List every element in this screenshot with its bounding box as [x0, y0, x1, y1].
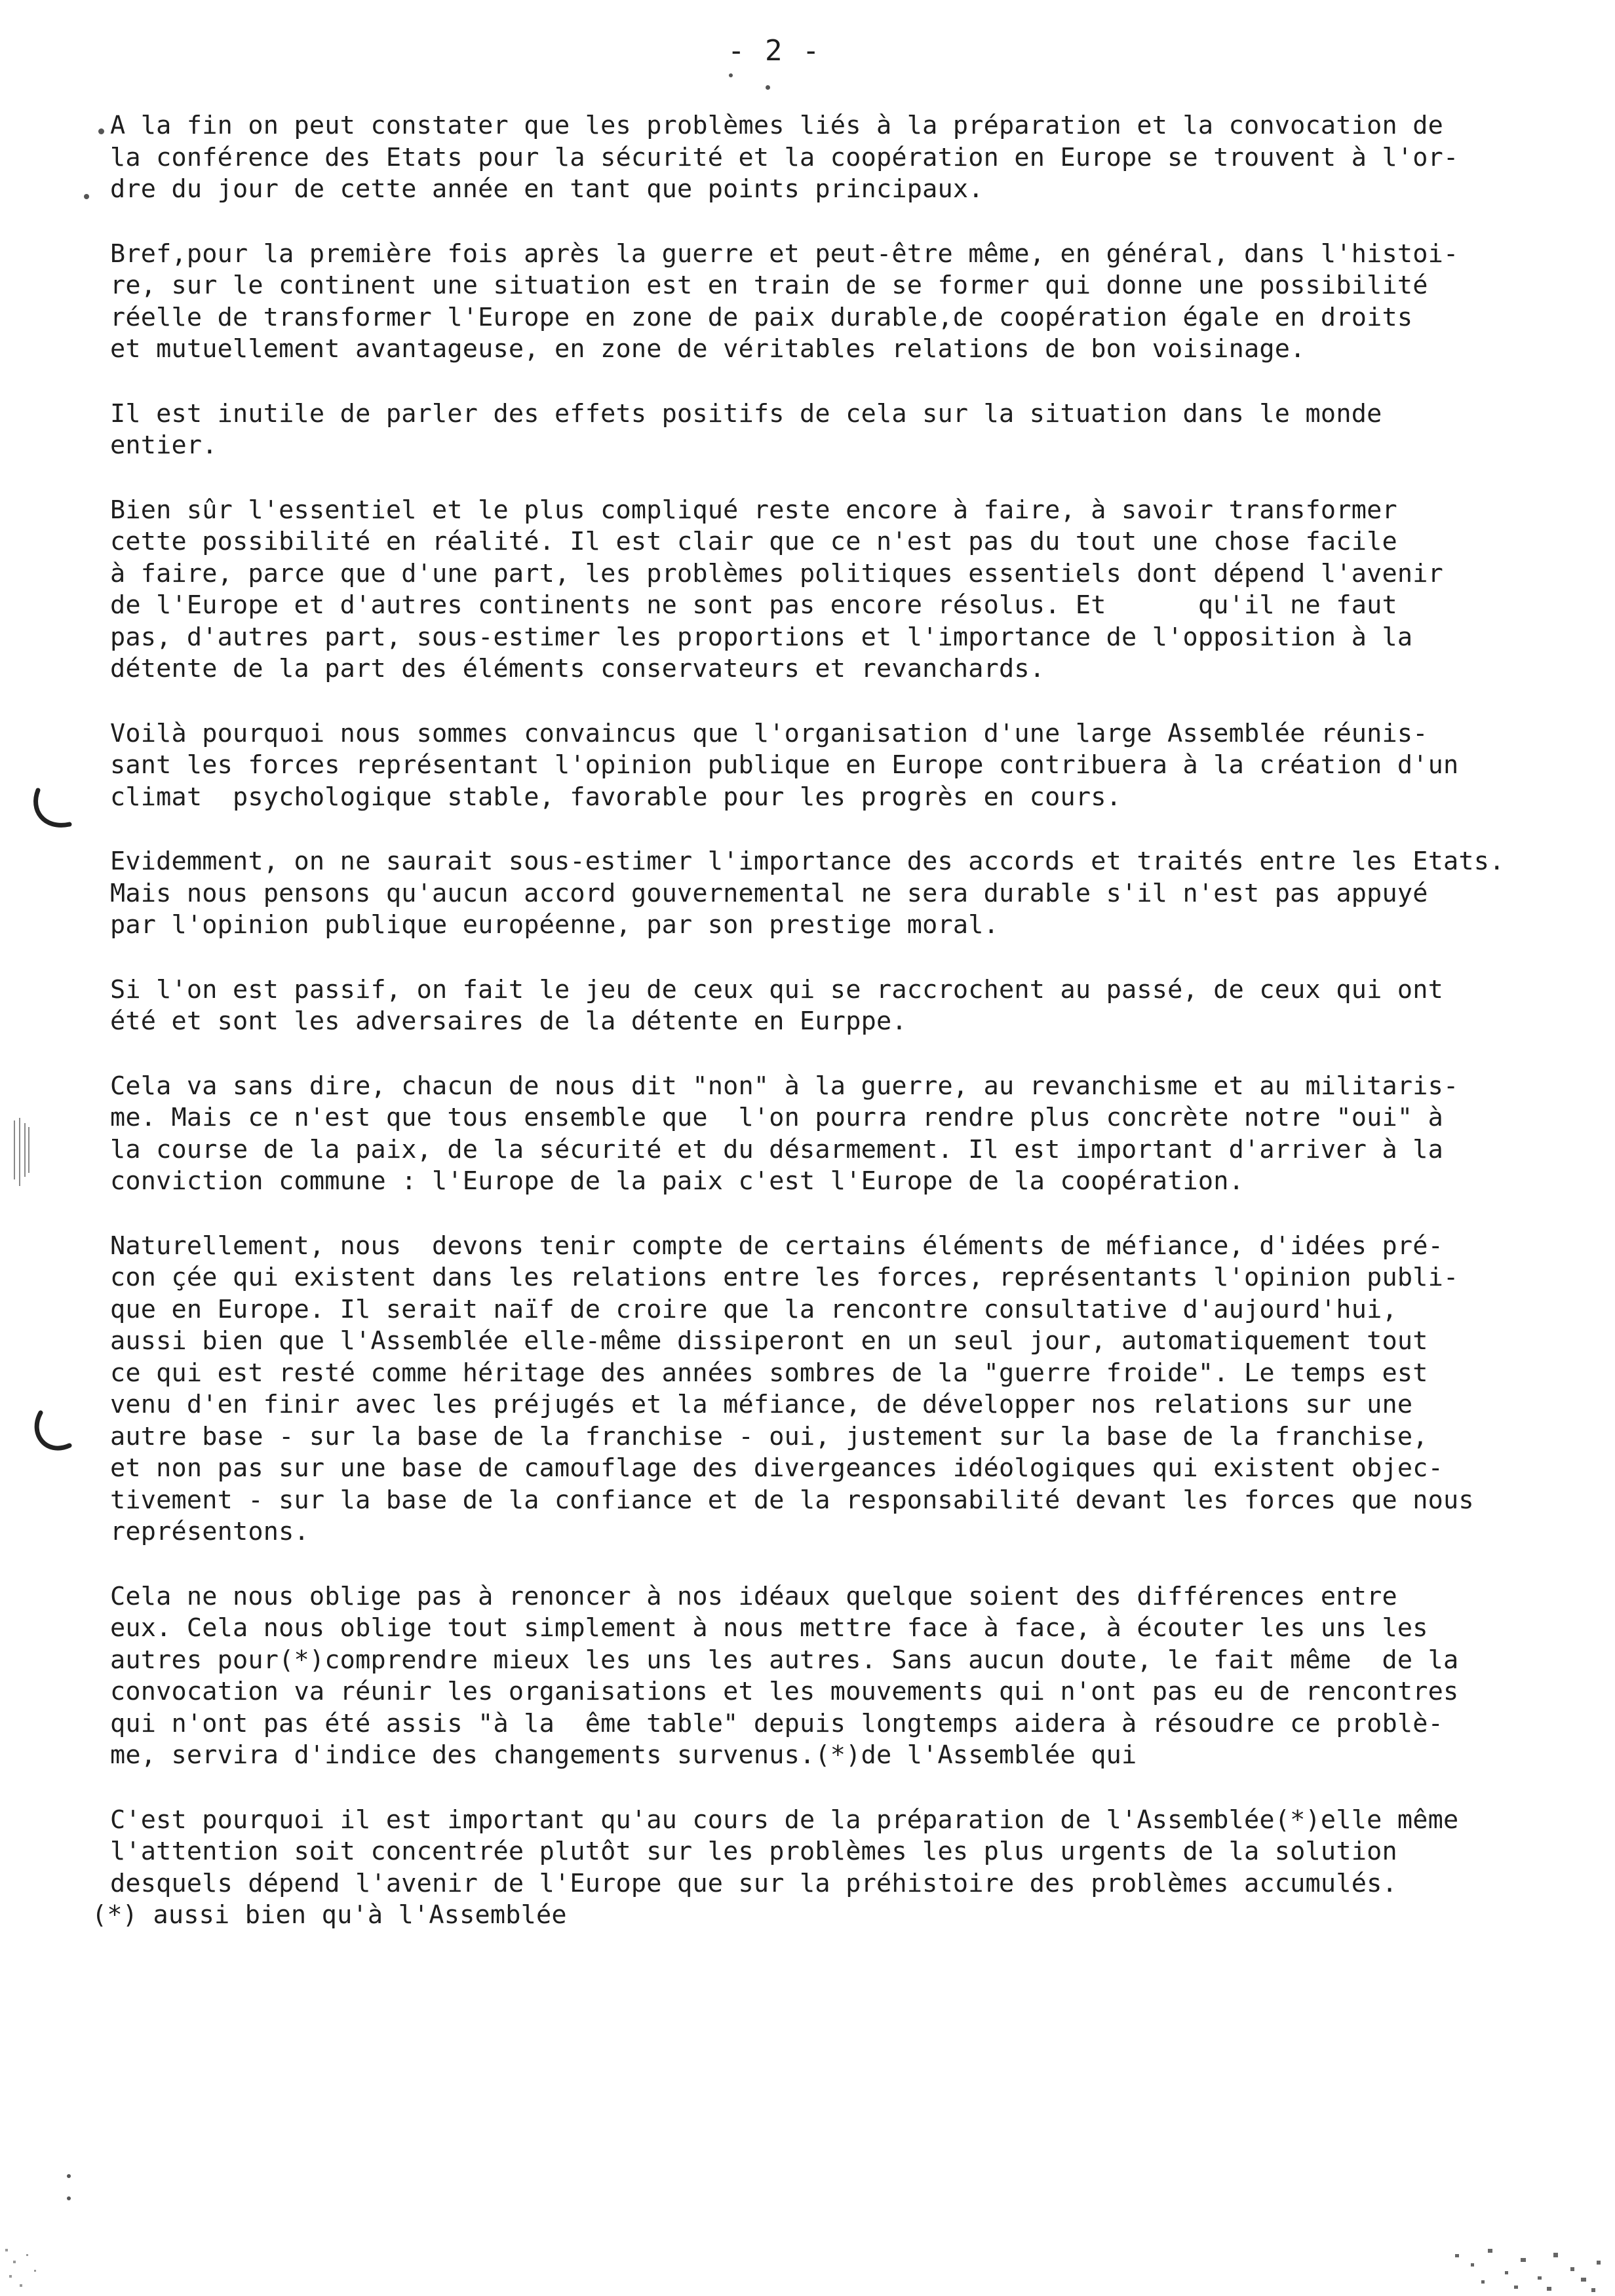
- punch-hole-top-icon: [29, 784, 80, 835]
- paragraph-8: Cela va sans dire, chacun de nous dit "non" à la guerre, au revanchisme et au militaris- me. Mais ce n'est que tous ensemble que l'on pourra rendre plus concrète notre "oui" à la course de la paix, de la sécurité et du désarmement. Il est important d'arriver à la conviction commune : l'Europe de la paix c'est l'Europe de la coopération.: [110, 1071, 1459, 1196]
- paragraph-10: Cela ne nous oblige pas à renoncer à nos idéaux quelque soient des différences entre eux. Cela nous oblige tout simplement à nous mettre face à face, à écouter les uns les autres pour(*)comprendre mieux les uns les autres. Sans aucun doute, le fait même de la convocation va réunir les organisations et les mouvements qui n'ont pas eu de rencontres qui n'ont pas été assis "à la ême table" depuis longtemps aidera à résoudre ce problè- me, servira d'indice des changements survenus.(*)de l'Assemblée qui: [110, 1581, 1459, 1770]
- paragraph-11: C'est pourquoi il est important qu'au cours de la préparation de l'Assemblée(*)elle même l'attention soit concentrée plutôt sur les problèmes les plus urgents de la solution desquels dépend l'avenir de l'Europe que sur la préhistoire des problèmes accumulés.: [110, 1805, 1459, 1898]
- punch-hole-bottom-icon: [29, 1407, 80, 1459]
- scan-speck: [84, 194, 89, 199]
- paragraph-4: Bien sûr l'essentiel et le plus compliqué reste encore à faire, à savoir transformer cette possibilité en réalité. Il est clair que ce n'est pas du tout une chose facile à faire, parce que d'une part, les problèmes politiques essentiels dont dépend l'avenir de l'Europe et d'autres continents ne sont pas encore résolus. Et qu'il ne faut pas, d'autres part, sous-estimer les proportions et l'importance de l'opposition à la détente de la part des éléments conservateurs et revanchards.: [110, 495, 1443, 683]
- paragraph-2: Bref,pour la première fois après la guerre et peut-être même, en général, dans l'histoi- re, sur le continent une situation est en train de se former qui donne une possibilité réelle de transformer l'Europe en zone de paix durable,de coopération égale en droits et mutuellement avantageuse, en zone de véritables relations de bon voisinage.: [110, 239, 1459, 364]
- scan-noise-bottom-left: [0, 2241, 52, 2296]
- body-text: [92, 110, 1585, 1964]
- scan-noise-left: [0, 1114, 46, 1193]
- paragraph-9: Naturellement, nous devons tenir compte de certains éléments de méfiance, d'idées pré- con çée qui existent dans les relations entre les forces, représentants l'opinion publi- que en Europe. Il serait naïf de croire que la rencontre consultative d'aujourd'hui, aussi bien que l'Assemblée elle-même dissiperont en un seul jour, automatiquement tout ce qui est resté comme héritage des années sombres de la "guerre froide". Le temps est venu d'en finir avec les préjugés et la méfiance, de développer nos relations sur une autre base - sur la base de la franchise - oui, justement sur la base de la franchise, et non pas sur une base de camouflage des divergeances idéologiques qui existent objec- tivement - sur la base de la confiance et de la responsabilité devant les forces que nous représentons.: [110, 1231, 1474, 1546]
- paragraph-7: Si l'on est passif, on fait le jeu de ceux qui se raccrochent au passé, de ceux qui ont été et sont les adversaires de la détente en Eurppe.: [110, 974, 1443, 1036]
- scan-speck: [766, 85, 770, 90]
- footnote: (*) aussi bien qu'à l'Assemblée: [92, 1900, 567, 1930]
- scan-speck: [98, 128, 104, 134]
- scan-speck: [67, 2174, 71, 2178]
- scan-speck: [67, 2196, 71, 2200]
- scan-speck: [729, 73, 733, 77]
- paragraph-1: A la fin on peut constater que les problèmes liés à la préparation et la convocation de la conférence des Etats pour la sécurité et la coopération en Europe se trouvent à l'or- dre du jour de cette année en tant que points principaux.: [110, 111, 1459, 204]
- paragraph-6: Evidemment, on ne saurait sous-estimer l'importance des accords et traités entre les Etats. Mais nous pensons qu'aucun accord gouvernemental ne sera durable s'il n'est pas appuyé par l'opinion publique européenne, par son prestige moral.: [110, 847, 1505, 940]
- page-number: - 2 -: [728, 34, 821, 67]
- scan-noise-bottom-right: [1442, 2215, 1615, 2296]
- paragraph-5: Voilà pourquoi nous sommes convaincus que l'organisation d'une large Assemblée réunis- sant les forces représentant l'opinion publique en Europe contribuera à la création d'un climat psychologique stable, favorable pour les progrès en cours.: [110, 718, 1459, 812]
- paragraph-3: Il est inutile de parler des effets positifs de cela sur la situation dans le monde entier.: [110, 398, 1382, 460]
